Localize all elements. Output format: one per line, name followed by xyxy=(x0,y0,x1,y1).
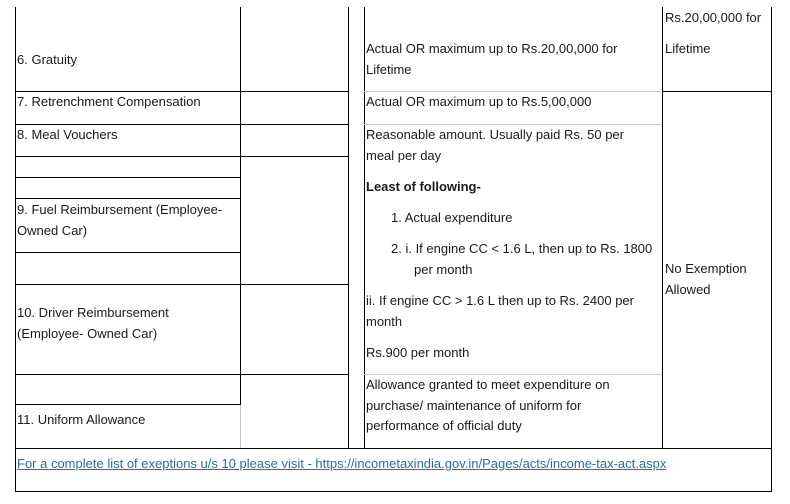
item-retrenchment-compensation: 7. Retrenchment Compensation xyxy=(17,94,201,109)
limit-fuel-heading: Least of following- xyxy=(366,179,481,194)
row-divider xyxy=(15,448,772,449)
limit-retrenchment: Actual OR maximum up to Rs.5,00,000 xyxy=(366,94,592,109)
limit-fuel-point: ii. If engine CC > 1.6 L then up to Rs. 2400 per xyxy=(366,293,634,308)
table-border xyxy=(771,7,772,492)
limit-meal-vouchers: meal per day xyxy=(366,148,442,163)
item-gratuity: 6. Gratuity xyxy=(17,52,77,67)
column-divider xyxy=(348,7,349,448)
table-border xyxy=(15,7,16,492)
item-meal-vouchers: 8. Meal Vouchers xyxy=(17,127,118,142)
item-uniform-allowance: 11. Uniform Allowance xyxy=(17,412,146,427)
exemption-gratuity: Rs.20,00,000 for xyxy=(665,10,762,25)
row-divider xyxy=(15,177,241,178)
column-divider xyxy=(240,7,241,404)
row-divider xyxy=(662,91,772,92)
column-divider xyxy=(662,7,663,448)
item-fuel-reimbursement: 9. Fuel Reimbursement (Employee- xyxy=(17,202,223,217)
exemption-no-exemption: Allowed xyxy=(665,282,711,297)
limit-gratuity: Actual OR maximum up to Rs.20,00,000 for xyxy=(366,41,618,56)
row-divider xyxy=(15,156,349,157)
limit-fuel-point: 1. Actual expenditure xyxy=(391,210,513,225)
limit-fuel-point: per month xyxy=(414,262,473,277)
limit-meal-vouchers: Reasonable amount. Usually paid Rs. 50 per xyxy=(366,127,624,142)
income-tax-act-link[interactable]: For a complete list of exeptions u/s 10 please visit - https://incometaxindia.gov.in/Pages/acts/income-tax-act.aspx xyxy=(17,456,667,471)
exemption-no-exemption: No Exemption xyxy=(665,261,747,276)
item-driver-reimbursement: (Employee- Owned Car) xyxy=(17,326,158,341)
limit-fuel-point: month xyxy=(366,314,403,329)
exemption-gratuity: Lifetime xyxy=(665,41,711,56)
table-border xyxy=(15,491,772,492)
item-driver-reimbursement: 10. Driver Reimbursement xyxy=(17,305,169,320)
row-divider xyxy=(15,404,241,405)
limit-uniform-allowance: performance of official duty xyxy=(366,418,522,433)
limit-gratuity: Lifetime xyxy=(366,62,412,77)
limit-driver-reimbursement: Rs.900 per month xyxy=(366,345,470,360)
row-divider xyxy=(15,284,349,285)
limit-uniform-allowance: purchase/ maintenance of uniform for xyxy=(366,398,582,413)
limit-uniform-allowance: Allowance granted to meet expenditure on xyxy=(366,377,610,392)
column-divider xyxy=(364,7,365,448)
row-divider xyxy=(15,374,349,375)
limit-fuel-point: 2. i. If engine CC < 1.6 L, then up to Rs. 1800 xyxy=(391,241,653,256)
item-fuel-reimbursement: Owned Car) xyxy=(17,223,88,238)
column-divider xyxy=(240,404,241,448)
row-divider xyxy=(15,252,241,253)
